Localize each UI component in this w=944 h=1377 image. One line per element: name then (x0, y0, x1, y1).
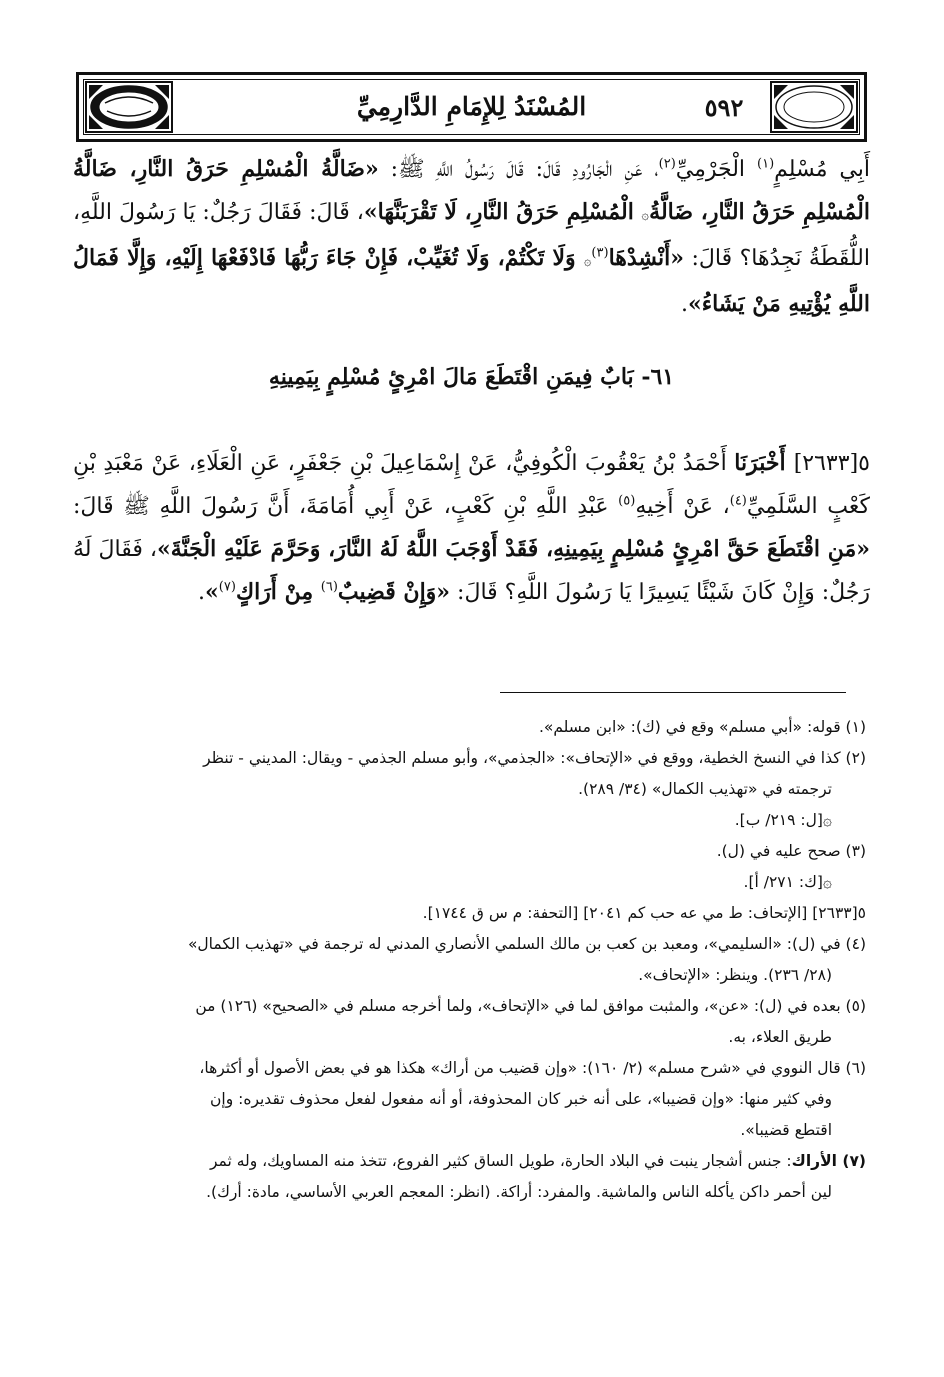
footnote-ref-6[interactable]: (٦) (320, 579, 338, 595)
footnote-separator (500, 692, 846, 693)
text-span: أَبِي مُسْلِمٍ (774, 157, 870, 182)
ornament-left-icon (85, 81, 173, 133)
hadith-quote: «وَإِنْ قَضِيبٌ (337, 579, 451, 605)
text-span: ، عَنِ الْجَارُودِ قَالَ: قَالَ رَسُولُ اللَّهِ ﷺ: (378, 157, 659, 182)
hadith-number: [٢٦٣٣] (793, 451, 859, 476)
hadith-quote: «ضَالَّةُ الْمُسْلِمِ حَرَقُ النَّارِ، ضَالَّةُ الْمُسْلِمِ حَرَقُ النَّارِ، ضَالَّةُ (73, 156, 870, 225)
text-span: . (681, 292, 688, 317)
footnote-7-text: : جنس أشجار ينبت في البلاد الحارة، طويل الساق كثير الفروع، تتخذ منه المساويك، وله ثمر (209, 1152, 792, 1170)
hadith-quote: «أَنْشِدْهَا (608, 245, 685, 271)
chapter-heading: ٦١- بَابٌ فِيمَنِ اقْتَطَعَ مَالَ امْرِئٍ مُسْلِمٍ بِيَمِينِهِ (268, 364, 675, 390)
text-span: أَحْمَدُ بْنُ يَعْقُوبَ الْكُوفِيُّ، عَنْ إِسْمَاعِيلَ بْنِ جَعْفَرٍ، عَنِ الْعَلَاءِ، عَنْ مَعْبَدِ بْنِ كَعْبٍ السَّلَمِيِّ (73, 451, 870, 519)
hadith-marker-icon: ٥ (858, 451, 870, 476)
hadith-quote: الْمُسْلِمِ حَرَقُ النَّارِ، لَا تَقْرَبَنَّهَا» (363, 199, 642, 225)
footnote-ref-5[interactable]: (٥) (618, 493, 636, 509)
page-number: ٥٩٢ (704, 93, 744, 122)
footnotes-list (74, 712, 866, 1208)
footnote-3: (٣) صحح عليه في (ل). (716, 842, 866, 860)
footnote-ref-2[interactable]: (٢) (658, 156, 676, 172)
text-span: الْجَرْمِيِّ (675, 157, 757, 182)
footnote-6: (٦) قال النووي في «شرح مسلم» (٢/ ١٦٠): «وإن قضيب من أراك» هكذا هو في بعض الأصول أو أكثرها، (199, 1059, 866, 1077)
folio-star-icon: ۞ (641, 208, 650, 223)
hadith-reference-note: ٥[٢٦٣٣] [الإتحاف: ط مي عه حب كم ٢٠٤١] [التحفة: م س ق ١٧٤٤]. (422, 904, 866, 922)
hadith-quote: » (205, 579, 219, 605)
footnote-7-continued: لين أحمر داكن يأكله الناس والماشية. والمفرد: أراكة. (انظر: المعجم العربي الأساسي، مادة: أرك). (206, 1183, 832, 1201)
folio-mark-k: ۞[ك: ٢٧١/ أ]. (743, 873, 832, 891)
text-span: عَبْدِ اللَّهِ بْنِ كَعْبٍ، عَنْ أَبِي أُمَامَةَ، أَنَّ رَسُولَ اللَّهِ ﷺ قَالَ: (73, 494, 619, 519)
footnote-5-continued: طريق العلاء، به. (728, 1028, 832, 1046)
footnote-5: (٥) بعده في (ل): «عن»، والمثبت موافق لما في «الإتحاف»، ولما أخرجه مسلم في «الصحيح» (١٢٦) من (195, 997, 866, 1015)
footnote-4: (٤) في (ل): «السليمي»، ومعبد بن كعب بن مالك السلمي الأنصاري المدني له ترجمة في «تهذيب الكمال» (187, 935, 866, 953)
hadith-quote: وَلَا تَكْتُمْ، وَلَا تُغَيِّبْ، فَإِنْ جَاءَ رَبُّهَا فَادْفَعْهَا إِلَيْهِ، وَإِلَّا فَمَالُ اللَّهِ يُؤْتِيهِ مَنْ يَشَاءُ» (73, 245, 870, 317)
page-header-banner (76, 72, 867, 142)
footnote-ref-4[interactable]: (٤) (729, 493, 747, 509)
ornament-right-icon (770, 81, 858, 133)
hadith-quote: مِنْ أَرَاكٍ (235, 579, 321, 605)
hadith-continuation-paragraph (73, 148, 870, 326)
text-span: . (198, 580, 206, 605)
footnote-ref-7[interactable]: (٧) (218, 579, 236, 595)
hadith-paragraph (73, 442, 870, 614)
footnote-2: (٢) كذا في النسخ الخطية، ووقع في «الإتحاف»: «الجذمي»، وأبو مسلم الجذمي - ويقال: المديني - تنظر (203, 749, 866, 767)
text-span: ، قَالَ: فَقَالَ رَجُلٌ: يَا رَسُولَ اللَّهِ، اللُّقَطَةُ نَجِدُهَا؟ قَالَ: (73, 200, 870, 271)
running-title: المُسْنَدُ لِلإِمَامِ الدَّارِمِيِّ (356, 92, 587, 121)
akhbarana-word: أَخْبَرَنَا (734, 450, 794, 476)
text-span: ، فَقَالَ لَهُ رَجُلٌ: وَإِنْ كَانَ شَيْئًا يَسِيرًا يَا رَسُولَ اللَّهِ؟ قَالَ: (73, 537, 870, 605)
folio-mark-l: ۞[ل: ٢١٩/ ب]. (734, 811, 832, 829)
footnote-4-continued: (٢٨/ ٢٣٦). وينظر: «الإتحاف». (638, 966, 832, 984)
footnote-7-term: (٧) الأراك (791, 1152, 866, 1170)
footnote-1: (١) قوله: «أبي مسلم» وقع في (ك): «ابن مسلم». (538, 718, 866, 736)
footnote-ref-3[interactable]: (٣) (591, 245, 609, 261)
text-span: ، عَنْ أَخِيهِ (635, 494, 730, 519)
footnote-6-continued-2: اقتطع قضيبا». (740, 1121, 832, 1139)
footnote-ref-1[interactable]: (١) (757, 156, 775, 172)
footnote-6-continued: وفي كثير منها: «وإن قضيبا»، على أنه خبر كان المحذوفة، أو أنه مفعول لفعل محذوف تقديره: وإن (210, 1090, 832, 1108)
hadith-quote: «مَنِ اقْتَطَعَ حَقَّ امْرِئٍ مُسْلِمٍ بِيَمِينِهِ، فَقَدْ أَوْجَبَ اللَّهُ لَهُ النَّارَ، وَحَرَّمَ عَلَيْهِ الْجَنَّةَ» (157, 536, 870, 562)
folio-star-icon: ۞ (583, 254, 592, 269)
footnote-7 (74, 1146, 866, 1177)
footnote-2-continued: ترجمته في «تهذيب الكمال» (٣٤/ ٢٨٩). (578, 780, 832, 798)
